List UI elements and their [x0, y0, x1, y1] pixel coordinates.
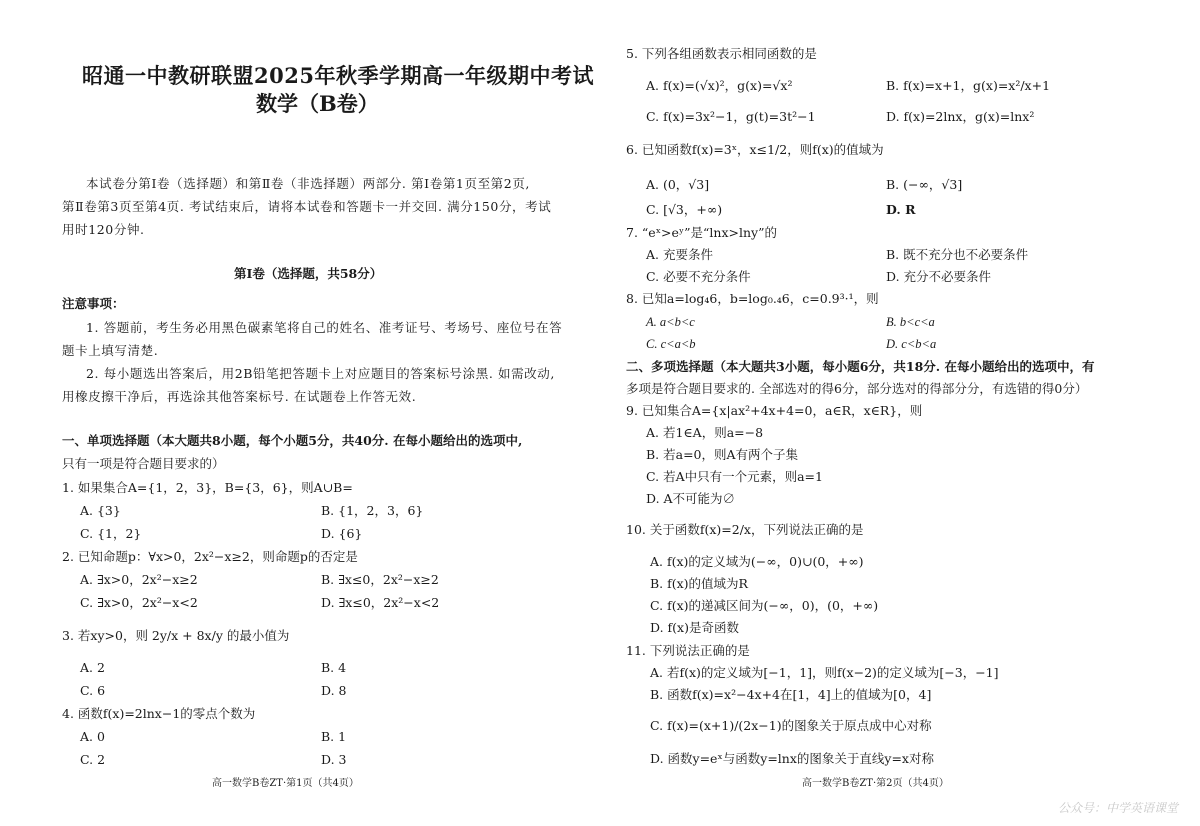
notice-heading: 注意事项： [62, 296, 125, 311]
q9-option-c: C. 若A中只有一个元素，则a=1 [646, 469, 823, 484]
question-8: 8. 已知a=log₄6，b=log₀.₄6，c=0.9³·¹，则 [626, 291, 879, 306]
q8-option-a: A. a<b<c [646, 315, 695, 329]
intro-line-3: 用时120分钟. [62, 222, 145, 237]
q5-option-c: C. f(x)=3x²−1，g(t)=3t²−1 [646, 109, 816, 124]
q7-option-a: A. 充要条件 [646, 247, 713, 262]
q4-option-c: C. 2 [80, 752, 106, 767]
exam-title: 昭通一中教研联盟2025年秋季学期高一年级期中考试 [82, 63, 594, 88]
q7-option-b: B. 既不充分也不必要条件 [886, 247, 1029, 262]
q1-option-c: C. {1，2} [80, 526, 142, 541]
q6-option-c: C. [√3，+∞) [646, 202, 723, 217]
q1-option-a: A. {3} [80, 503, 121, 518]
q9-option-a: A. 若1∈A，则a=−8 [646, 425, 764, 440]
q9-option-b: B. 若a=0，则A有两个子集 [646, 447, 799, 462]
q3-option-c: C. 6 [80, 683, 106, 698]
section2-heading: 二、多项选择题（本大题共3小题，每小题6分，共18分. 在每小题给出的选项中，有 [626, 359, 1095, 374]
q10-option-d: D. f(x)是奇函数 [650, 620, 739, 635]
part1-heading: 第Ⅰ卷（选择题，共58分） [234, 266, 383, 281]
q2-option-c: C. ∃x>0，2x²−x<2 [80, 595, 198, 610]
question-9: 9. 已知集合A={x|ax²+4x+4=0，a∈R，x∈R}，则 [626, 403, 923, 418]
q3-option-d: D. 8 [321, 683, 347, 698]
question-3: 3. 若xy>0，则 2y/x + 8x/y 的最小值为 [62, 628, 290, 643]
q5-option-a: A. f(x)=(√x)²，g(x)=√x² [646, 78, 793, 93]
q3-option-a: A. 2 [80, 660, 105, 675]
q10-option-c: C. f(x)的递减区间为(−∞，0)，(0，+∞) [650, 598, 879, 613]
q11-option-b: B. 函数f(x)=x²−4x+4在[1，4]上的值域为[0，4] [650, 687, 932, 702]
question-5: 5. 下列各组函数表示相同函数的是 [626, 46, 817, 61]
exam-subtitle: 数学（B卷） [256, 91, 379, 116]
intro-line-2: 第Ⅱ卷第3页至第4页. 考试结束后，请将本试卷和答题卡一并交回. 满分150分，考试 [62, 199, 552, 214]
q8-option-d: D. c<b<a [886, 337, 937, 351]
section1-heading: 一、单项选择题（本大题共8小题，每个小题5分，共40分. 在每小题给出的选项中, [62, 433, 523, 448]
q6-option-b: B. (−∞，√3] [886, 177, 963, 192]
q5-option-d: D. f(x)=2lnx，g(x)=lnx² [886, 109, 1035, 124]
q8-option-b: B. b<c<a [886, 315, 935, 329]
q7-option-c: C. 必要不充分条件 [646, 269, 751, 284]
page-2-footer: 高一数学B卷ZT·第2页（共4页） [802, 778, 949, 789]
q4-option-b: B. 1 [321, 729, 347, 744]
q10-option-b: B. f(x)的值域为R [650, 576, 748, 591]
q3-option-b: B. 4 [321, 660, 347, 675]
q9-option-d: D. A不可能为∅ [646, 491, 736, 506]
section1-heading-cont: 只有一项是符合题目要求的） [62, 456, 225, 471]
q11-option-d: D. 函数y=eˣ与函数y=lnx的图象关于直线y=x对称 [650, 751, 934, 766]
q10-option-a: A. f(x)的定义域为(−∞，0)∪(0，+∞) [650, 554, 864, 569]
q8-option-c: C. c<a<b [646, 337, 696, 351]
question-7: 7. “eˣ>eʸ”是“lnx>lny”的 [626, 225, 778, 240]
q6-option-d: D. R [886, 202, 916, 217]
question-1: 1. 如果集合A={1，2，3}，B={3，6}，则A∪B= [62, 480, 353, 495]
q5-option-b: B. f(x)=x+1，g(x)=x²/x+1 [886, 78, 1051, 93]
question-10: 10. 关于函数f(x)=2/x，下列说法正确的是 [626, 522, 864, 537]
page-1-footer: 高一数学B卷ZT·第1页（共4页） [212, 778, 359, 789]
q2-option-b: B. ∃x≤0，2x²−x≥2 [321, 572, 439, 587]
watermark: 公众号：中学英语课堂 [1057, 801, 1178, 815]
notice-line-4: 用橡皮擦干净后，再选涂其他答案标号. 在试题卷上作答无效. [62, 389, 417, 404]
q4-option-d: D. 3 [321, 752, 347, 767]
q2-option-d: D. ∃x≤0，2x²−x<2 [321, 595, 440, 610]
q6-option-a: A. (0，√3] [646, 177, 710, 192]
question-4: 4. 函数f(x)=2lnx−1的零点个数为 [62, 706, 256, 721]
notice-line-2: 题卡上填写清楚. [62, 343, 159, 358]
notice-line-1: 1. 答题前，考生务必用黑色碳素笔将自己的姓名、准考证号、考场号、座位号在答 [86, 320, 563, 335]
question-6: 6. 已知函数f(x)=3ˣ，x≤1/2，则f(x)的值域为 [626, 142, 884, 157]
question-11: 11. 下列说法正确的是 [626, 643, 750, 658]
question-2: 2. 已知命题p：∀x>0，2x²−x≥2，则命题p的否定是 [62, 549, 358, 564]
q2-option-a: A. ∃x>0，2x²−x≥2 [80, 572, 198, 587]
q1-option-b: B. {1，2，3，6} [321, 503, 424, 518]
q7-option-d: D. 充分不必要条件 [886, 269, 992, 284]
q1-option-d: D. {6} [321, 526, 363, 541]
q11-option-c: C. f(x)=(x+1)/(2x−1)的图象关于原点成中心对称 [650, 718, 932, 733]
q4-option-a: A. 0 [80, 729, 105, 744]
intro-line-1: 本试卷分第Ⅰ卷（选择题）和第Ⅱ卷（非选择题）两部分. 第Ⅰ卷第1页至第2页, [86, 176, 530, 191]
section2-heading-cont: 多项是符合题目要求的. 全部选对的得6分，部分选对的得部分分，有选错的得0分） [626, 381, 1088, 396]
q11-option-a: A. 若f(x)的定义域为[−1，1]，则f(x−2)的定义域为[−3，−1] [650, 665, 999, 680]
notice-line-3: 2. 每小题选出答案后，用2B铅笔把答题卡上对应题目的答案标号涂黑. 如需改动, [86, 366, 555, 381]
